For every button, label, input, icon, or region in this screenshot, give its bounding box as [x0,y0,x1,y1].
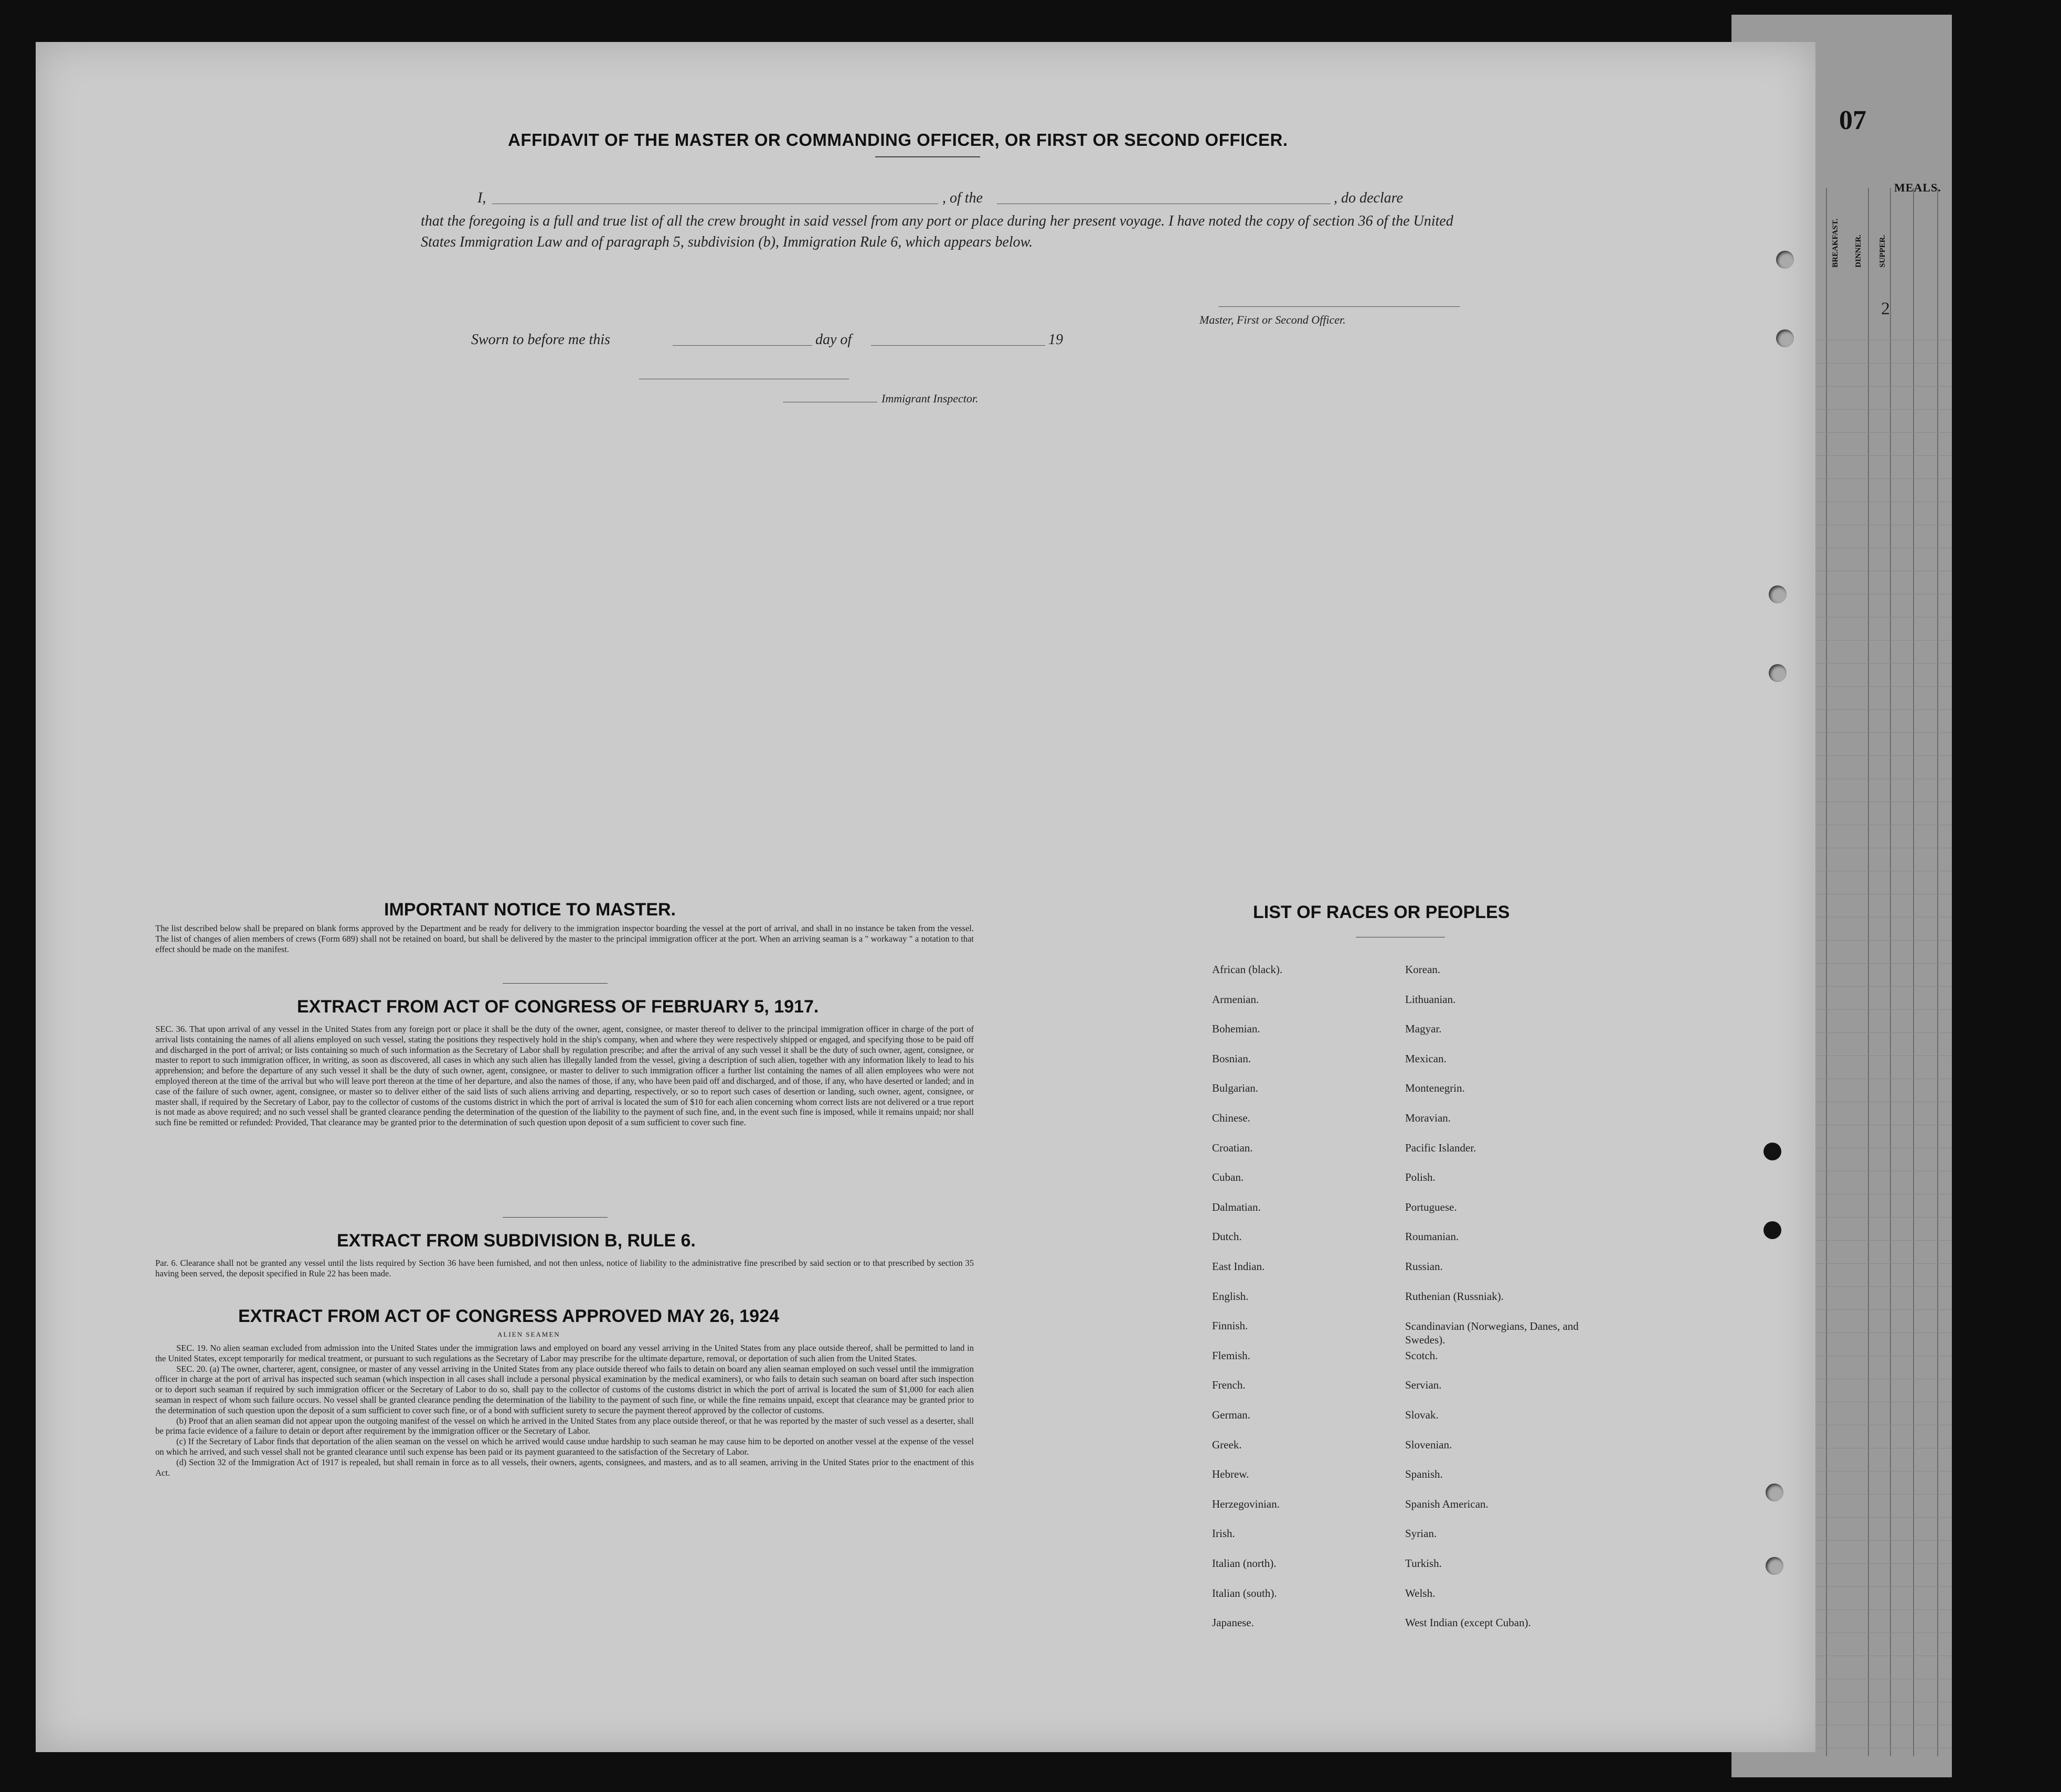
grid-line [1826,188,1827,1756]
grid-line [1815,1563,1952,1564]
race-item: Italian (south). [1212,1586,1277,1599]
grid-line [1815,986,1952,987]
race-item: Servian. [1405,1379,1442,1392]
race-item: Finnish. [1212,1319,1248,1332]
race-item: English. [1212,1289,1249,1303]
signature-caption: Master, First or Second Officer. [1199,313,1346,326]
race-item: Polish. [1405,1171,1436,1184]
affidavit-i-label: I, [477,190,486,206]
grid-line [1815,778,1952,779]
grid-line [1815,640,1952,641]
punch-hole [1776,251,1794,269]
grid-line [1815,755,1952,756]
race-item: Ruthenian (Russniak). [1405,1289,1504,1303]
grid-line [1815,709,1952,710]
rule-6-body: Par. 6. Clearance shall not be granted any vessel until the lists required by Section 36 have been furnished, and not then unless, notice of liability to the administrative fine prescribed by said section or to that prescribed by section 35 having been served, the deposit specified in Rule 22 has been made. [155,1258,974,1278]
act-1924-paragraph: (b) Proof that an alien seaman did not appear upon the outgoing manifest of the vessel on which he arrived in the United States from any place outside thereof, or that he was reported by the master of such vessel as a deserter, shall be prima facie evidence of a failure to detain or deport after requirement by the immigration officer or the Secretary of Labor. [155,1415,974,1436]
grid-line [1815,1494,1952,1495]
act-1924-paragraph: (c) If the Secretary of Labor finds that deportation of the alien seaman on the vessel on which he arrived would cause undue hardship to such seaman he may cause him to be deported on another vessel at the expense of the vessel on which he arrived, and such vessel shall not be granted clearance until such expense has been paid or its payment guaranteed to the satisfaction of the Secretary of Labor. [155,1436,974,1457]
act-1924-body [155,1343,974,1478]
race-item: Pacific Islander. [1405,1141,1476,1154]
affidavit-of-the-label: , of the [942,190,983,206]
grid-line [1815,732,1952,733]
grid-line [1815,1540,1952,1541]
race-item: East Indian. [1212,1260,1265,1273]
act-1924-paragraph: (d) Section 32 of the Immigration Act of 1917 is repealed, but shall remain in force as to all vessels, their owners, agents, consignees, and masters, and as to all seamen, arriving in the United States prior to the enactment of this Act. [155,1457,974,1478]
race-item: Turkish. [1405,1557,1442,1570]
day-blank [673,345,812,346]
grid-line [1815,1517,1952,1518]
act-1917-title: EXTRACT FROM ACT OF CONGRESS OF FEBRUARY 5, 1917. [297,997,819,1017]
grid-line [1815,940,1952,941]
grid-line [1815,1240,1952,1241]
affidavit-title: AFFIDAVIT OF THE MASTER OR COMMANDING OFFICER, OR FIRST OR SECOND OFFICER. [508,130,1288,150]
race-item: Italian (north). [1212,1557,1277,1570]
grid-line [1815,963,1952,964]
race-item: Armenian. [1212,993,1259,1006]
grid-line [1815,1009,1952,1010]
supper-column-header: SUPPER. [1878,234,1887,268]
grid-line [1815,1263,1952,1264]
month-blank [871,345,1045,346]
race-item: Mexican. [1405,1052,1447,1065]
race-item: Dutch. [1212,1230,1242,1243]
grid-line [1815,663,1952,664]
punch-hole [1769,585,1787,603]
punch-hole [1763,1221,1781,1239]
race-item: Hebrew. [1212,1468,1249,1481]
grid-line [1815,1609,1952,1610]
signature-blank [1218,306,1460,307]
race-item: Russian. [1405,1260,1443,1273]
race-item: Syrian. [1405,1527,1437,1540]
act-1917-body: SEC. 36. That upon arrival of any vessel in the United States from any foreign port or place it shall be the duty of the owner, agent, consignee, or master thereof to deliver to the principal immigration officer in charge of the port of arrival lists containing the names of all aliens employed on such vessel, stating the positions they respectively hold in the ship's company, when and where they were respectively shipped or engaged, and specifying those to be paid off and discharged in the port of arrival; or lists containing so much of such information as the Secretary of Labor shall by regulation prescribe; and after the arrival of any such vessel it shall be the duty of such owner, agent, consignee, or master to report to such immigration officer, in writing, as soon as discovered, all cases in which any such alien has illegally landed from the vessel, giving a description of such alien, together with any information likely to lead to his apprehension; and before the departure of any such vessel it shall be the duty of such owner, agent, consignee, or master to deliver to such immigration officer a further list containing the names of all alien employees who were not employed thereon at the time of the arrival but who will leave port thereon at the time of her departure, and also the names of those, if any, who have been paid off and discharged, and of those, if any, who have deserted or landed; and in case of the failure of such owner, agent, consignee, or master so to deliver either of the said lists of such aliens arriving and departing, respectively, or so to report such cases of desertion or landing, such owner, agent, consignee, or master shall, if required by the Secretary of Labor, pay to the collector of customs of the customs district in which the port of arrival is located the sum of $10 for each alien concerning whom correct lists are not delivered or a true report is not made as above required; and no such vessel shall be granted clearance pending the determination of the question of the liability to the payment of such fine, and, in the event such fine is imposed, while it remains unpaid; nor shall such fine be remitted or refunded: Provided, That clearance may be granted prior to the determination of such question upon deposit of a sum sufficient to cover such fine. [155,1024,974,1128]
act-1924-subtitle: ALIEN SEAMEN [497,1330,560,1338]
affidavit-body: that the foregoing is a full and true list of all the crew brought in said vessel from any port or place during her present voyage. I have noted the copy of section 36 of the United States Immigration Law and of paragraph 5, subdivision (b), Immigration Rule 6, which appears below. [421,213,1453,250]
grid-line [1815,432,1952,433]
divider [503,1217,608,1218]
race-item: Slovak. [1405,1409,1439,1421]
punch-hole [1766,1557,1783,1575]
race-item: African (black). [1212,963,1283,976]
grid-line [1815,1586,1952,1587]
breakfast-column-header: BREAKFAST. [1831,218,1840,268]
race-item: Scotch. [1405,1349,1438,1362]
grid-line [1815,686,1952,687]
race-item: Lithuanian. [1405,993,1456,1006]
divider [503,983,608,984]
race-item: Flemish. [1212,1349,1250,1362]
race-item: West Indian (except Cuban). [1405,1616,1531,1629]
race-item: Cuban. [1212,1171,1244,1184]
grid-line [1815,1032,1952,1033]
act-1924-paragraph: SEC. 19. No alien seaman excluded from admission into the United States under the immigration laws and employed on board any vessel arriving in the United States from any place outside thereof, shall be permitted to land in the United States, except temporarily for medical treatment, or pursuant to such regulations as the Secretary of Labor may prescribe for the ultimate departure, removal, or deportation of such alien from the United States. [155,1343,974,1363]
race-item: Bulgarian. [1212,1082,1259,1095]
grid-line [1815,1286,1952,1287]
grid-line [1815,363,1952,364]
races-title: LIST OF RACES OR PEOPLES [1253,902,1510,922]
race-item: Croatian. [1212,1141,1253,1154]
race-item: Irish. [1212,1527,1235,1540]
race-item: Dalmatian. [1212,1200,1261,1213]
grid-line [1890,188,1891,1756]
race-item: Montenegrin. [1405,1082,1465,1095]
sworn-label: Sworn to before me this [471,332,610,348]
grid-line [1815,1217,1952,1218]
race-item: Korean. [1405,963,1441,976]
notice-title: IMPORTANT NOTICE TO MASTER. [384,900,676,920]
affidavit-do-declare-label: , do declare [1334,190,1403,206]
grid-line [1913,188,1914,1756]
race-item: Greek. [1212,1438,1242,1451]
grid-line [1815,1332,1952,1333]
grid-line [1815,409,1952,410]
race-item: Bosnian. [1212,1052,1251,1065]
race-item: Scandinavian (Norwegians, Danes, and Swedes). [1405,1320,1579,1347]
inspector-caption: Immigrant Inspector. [881,392,979,405]
race-item: Japanese. [1212,1616,1254,1629]
act-1924-title: EXTRACT FROM ACT OF CONGRESS APPROVED MAY 26, 1924 [238,1306,779,1326]
race-item: Welsh. [1405,1586,1436,1599]
divider [875,156,980,157]
form-sheet [36,42,1815,1752]
punch-hole [1763,1143,1781,1160]
race-item: Magyar. [1405,1022,1442,1036]
race-item: Herzegovinian. [1212,1497,1280,1510]
race-item: Bohemian. [1212,1022,1260,1036]
grid-line [1815,1055,1952,1056]
race-item: German. [1212,1409,1250,1421]
act-1924-paragraph: SEC. 20. (a) The owner, charterer, agent, consignee, or master of any vessel arriving in the United States from any place outside thereof who fails to detain on board any alien seaman employed on such vessel until the immigration officer in charge at the port of arrival has inspected such seaman (which inspection in all cases shall include a personal physical examination by the medical examiners), or who fails to detain such seaman on board after such inspection or to deport such seaman if required by such immigration officer or the Secretary of Labor to do so, shall pay to the collector of customs of the customs district in which the port of arrival is located the sum of $1,000 for each alien seaman in respect of whom such failure occurs. No vessel shall be granted clearance pending the determination of the liability to the payment of such fine, or while the fine remains unpaid, except that clearance may be granted prior to the determination of such question upon the deposit of a sum sufficient to cover such fine, or of a bond with sufficient surety to secure the payment thereof approved by the collector of customs. [155,1363,974,1415]
race-item: Spanish. [1405,1468,1443,1481]
punch-hole [1776,329,1794,347]
day-of-label: day of [815,332,852,348]
grid-line [1815,455,1952,456]
rule-6-title: EXTRACT FROM SUBDIVISION B, RULE 6. [337,1231,696,1251]
race-item: Spanish American. [1405,1497,1489,1510]
year-label: 19 [1048,332,1063,348]
race-item: Slovenian. [1405,1438,1452,1451]
grid-line [1815,478,1952,479]
page-number: 07 [1839,105,1866,135]
race-item: French. [1212,1379,1246,1392]
grid-line [1815,1309,1952,1310]
race-item: Roumanian. [1405,1230,1459,1243]
notice-body: The list described below shall be prepared on blank forms approved by the Department and be ready for delivery to the immigration inspector boarding the vessel at the port of arrival, and shall in no instance be taken from the vessel. The list of changes of alien members of crews (Form 689) shall not be retained on board, but shall be delivered by the master to the principal immigration officer at the port. When an arriving seaman is a " workaway " a notation to that effect should be made on the manifest. [155,923,974,954]
race-item: Moravian. [1405,1112,1451,1124]
race-item: Chinese. [1212,1112,1250,1124]
punch-hole [1766,1484,1783,1501]
dinner-column-header: DINNER. [1854,234,1863,268]
grid-line [1815,917,1952,918]
race-item: Portuguese. [1405,1200,1457,1213]
grid-line [1937,188,1938,1756]
meals-column-header: MEALS. [1894,181,1941,194]
grid-line [1868,188,1869,1756]
punch-hole [1769,664,1787,682]
handwritten-mark: 2 [1881,299,1890,318]
grid-line [1815,386,1952,387]
